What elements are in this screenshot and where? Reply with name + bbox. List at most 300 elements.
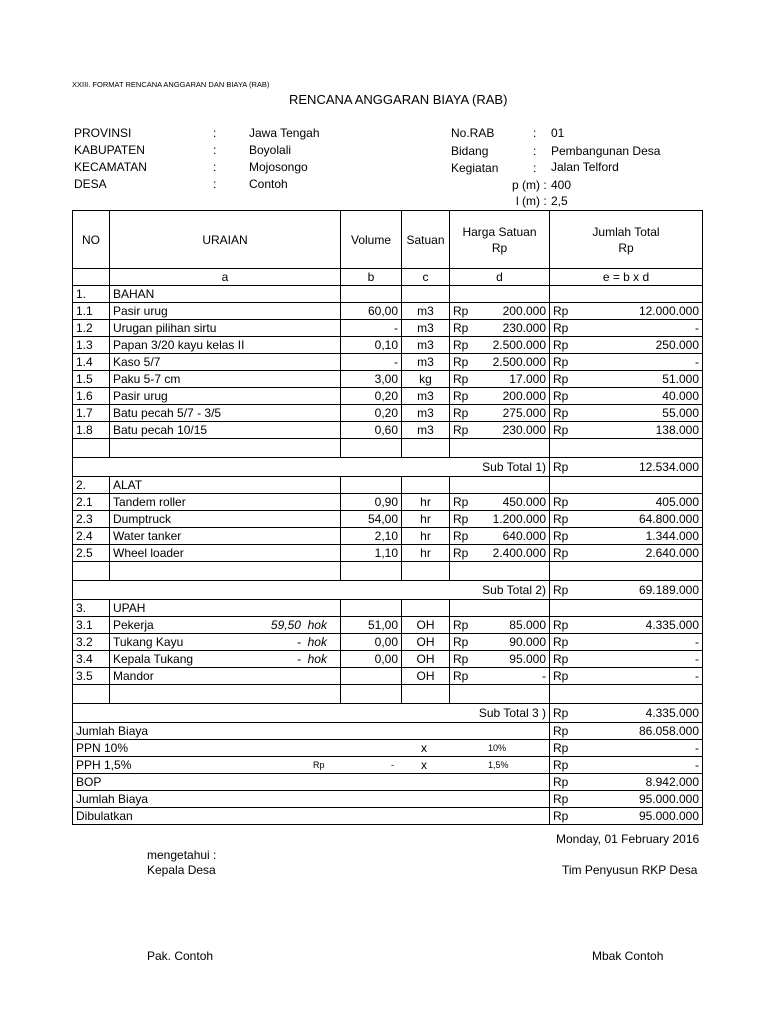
subtotal-value — [550, 704, 703, 723]
worker-name: Pekerja — [113, 618, 154, 632]
amount: 12.534.000 — [638, 460, 699, 474]
row-jumlah — [550, 388, 703, 405]
info-label: p (m) : — [512, 178, 547, 192]
currency: Rp — [553, 495, 569, 509]
amount: 450.000 — [502, 495, 546, 509]
summary-times: x — [421, 758, 427, 772]
summary-value — [550, 740, 703, 757]
row-satuan: m3 — [402, 320, 450, 337]
currency: Rp — [453, 669, 469, 683]
row-name: Water tanker — [110, 528, 341, 545]
row-name: Batu pecah 5/7 - 3/5 — [110, 405, 341, 422]
harga-label: Harga Satuan — [462, 224, 537, 239]
subtotal-row — [73, 458, 703, 477]
currency: Rp — [453, 495, 469, 509]
summary-label: BOP — [73, 774, 550, 791]
row-name: Batu pecah 10/15 — [110, 422, 341, 439]
currency: Rp — [553, 635, 569, 649]
empty-cell — [550, 685, 703, 704]
row-harga — [450, 528, 550, 545]
amount: 230.000 — [502, 423, 546, 437]
currency: Rp — [553, 304, 569, 318]
currency: Rp — [553, 669, 569, 683]
row-satuan: hr — [402, 545, 450, 562]
currency: Rp — [453, 406, 469, 420]
row-volume: 0,90 — [341, 494, 402, 511]
amount: 405.000 — [655, 495, 699, 509]
amount: - — [542, 669, 546, 683]
row-satuan: hr — [402, 511, 450, 528]
row-harga — [450, 511, 550, 528]
amount: - — [695, 741, 699, 755]
hok-number: - — [296, 652, 301, 666]
page-title: RENCANA ANGGARAN BIAYA (RAB) — [289, 92, 508, 107]
info-label: Bidang — [451, 144, 489, 158]
row-harga — [450, 422, 550, 439]
table-row — [73, 511, 703, 528]
empty-cell — [550, 477, 703, 494]
row-satuan: m3 — [402, 354, 450, 371]
empty-cell — [341, 439, 402, 458]
summary-row — [73, 757, 703, 774]
row-harga — [450, 634, 550, 651]
row-no: 1.3 — [73, 337, 110, 354]
row-harga — [450, 354, 550, 371]
currency: Rp — [453, 652, 469, 666]
currency: Rp — [453, 546, 469, 560]
summary-rate: 10% — [488, 743, 507, 753]
info-value-norab: 01 — [551, 126, 565, 140]
empty-cell — [110, 562, 341, 581]
currency: Rp — [553, 758, 569, 772]
jumlah-label: Jumlah Total — [592, 224, 660, 239]
amount: 2.400.000 — [492, 546, 546, 560]
mengetahui-label: mengetahui : — [147, 848, 217, 862]
row-satuan: hr — [402, 528, 450, 545]
right-signatory-name: Mbak Contoh — [592, 949, 664, 963]
row-satuan: OH — [402, 634, 450, 651]
row-no: 1.5 — [73, 371, 110, 388]
amount: 55.000 — [662, 406, 699, 420]
info-sep: : — [213, 177, 217, 191]
currency: Rp — [553, 389, 569, 403]
amount: 250.000 — [655, 338, 699, 352]
summary-row — [73, 774, 703, 791]
document-heading: XXIII. FORMAT RENCANA ANGGARAN DAN BIAYA (RAB) — [72, 80, 270, 89]
hok-number: - — [296, 635, 301, 649]
amount: 200.000 — [502, 389, 546, 403]
empty-cell — [402, 439, 450, 458]
info-sep: : — [533, 126, 537, 140]
amount: - — [695, 355, 699, 369]
row-volume — [341, 668, 402, 685]
row-satuan: m3 — [402, 303, 450, 320]
table-row — [73, 354, 703, 371]
currency: Rp — [553, 724, 569, 738]
row-volume: 54,00 — [341, 511, 402, 528]
row-name: Pasir urug — [110, 388, 341, 405]
amount: 95.000 — [509, 652, 546, 666]
table-row — [73, 651, 703, 668]
amount: 230.000 — [502, 321, 546, 335]
empty-cell — [73, 562, 110, 581]
row-name: Tandem roller — [110, 494, 341, 511]
row-no: 1.2 — [73, 320, 110, 337]
summary-value — [550, 757, 703, 774]
currency: Rp — [553, 652, 569, 666]
row-no: 1.4 — [73, 354, 110, 371]
currency: Rp — [453, 389, 469, 403]
letter-cell: b — [341, 269, 402, 286]
summary-label-text: PPH 1,5% — [76, 758, 132, 772]
section-title: BAHAN — [110, 286, 341, 303]
row-harga — [450, 320, 550, 337]
summary-label: Dibulatkan — [73, 808, 550, 825]
letter-cell: a — [110, 269, 341, 286]
table-row — [73, 634, 703, 651]
row-jumlah — [550, 303, 703, 320]
blank-row — [73, 439, 703, 458]
row-harga — [450, 617, 550, 634]
amount: 138.000 — [655, 423, 699, 437]
empty-cell — [450, 439, 550, 458]
empty-cell — [450, 600, 550, 617]
col-header-no: NO — [73, 211, 110, 269]
row-name: Paku 5-7 cm — [110, 371, 341, 388]
row-no: 3.2 — [73, 634, 110, 651]
amount: 1.200.000 — [492, 512, 546, 526]
currency: Rp — [553, 338, 569, 352]
row-no: 3.1 — [73, 617, 110, 634]
amount: - — [695, 669, 699, 683]
summary-row — [73, 791, 703, 808]
row-harga — [450, 337, 550, 354]
amount: 640.000 — [502, 529, 546, 543]
right-signatory-role: Tim Penyusun RKP Desa — [562, 863, 698, 877]
row-volume: 0,20 — [341, 388, 402, 405]
amount: 8.942.000 — [645, 775, 699, 789]
info-value-bidang: Pembangunan Desa — [551, 144, 661, 158]
col-header-harga — [450, 211, 550, 269]
section-row — [73, 477, 703, 494]
info-label: Kegiatan — [451, 161, 499, 175]
summary-label — [73, 757, 550, 774]
summary-row — [73, 808, 703, 825]
row-jumlah — [550, 320, 703, 337]
amount: 4.335.000 — [645, 618, 699, 632]
info-sep: : — [213, 160, 217, 174]
row-name: Wheel loader — [110, 545, 341, 562]
row-volume: 0,10 — [341, 337, 402, 354]
info-label: No.RAB — [451, 126, 495, 140]
row-name — [110, 617, 341, 634]
amount: - — [695, 635, 699, 649]
row-harga — [450, 303, 550, 320]
summary-value — [550, 808, 703, 825]
row-satuan: OH — [402, 668, 450, 685]
subtotal-value — [550, 458, 703, 477]
row-jumlah — [550, 494, 703, 511]
row-volume: - — [341, 320, 402, 337]
amount: 69.189.000 — [638, 583, 699, 597]
row-satuan: m3 — [402, 388, 450, 405]
summary-value — [550, 791, 703, 808]
row-no: 3.4 — [73, 651, 110, 668]
row-jumlah — [550, 528, 703, 545]
harga-currency: Rp — [491, 240, 508, 255]
row-name: Kaso 5/7 — [110, 354, 341, 371]
table-row — [73, 303, 703, 320]
empty-cell — [450, 477, 550, 494]
empty-cell — [402, 685, 450, 704]
hok-unit: hok — [307, 652, 327, 666]
empty-cell — [450, 562, 550, 581]
info-label: DESA — [74, 177, 107, 191]
summary-label-text: PPN 10% — [76, 741, 129, 755]
row-satuan: hr — [402, 494, 450, 511]
row-jumlah — [550, 545, 703, 562]
empty-cell — [73, 439, 110, 458]
row-no: 2.1 — [73, 494, 110, 511]
currency: Rp — [553, 423, 569, 437]
rab-table — [72, 210, 703, 825]
row-jumlah — [550, 354, 703, 371]
worker-name: Tukang Kayu — [113, 635, 184, 649]
worker-name: Kepala Tukang — [113, 652, 194, 666]
currency: Rp — [453, 304, 469, 318]
col-header-satuan: Satuan — [402, 211, 450, 269]
row-jumlah — [550, 634, 703, 651]
row-harga — [450, 494, 550, 511]
row-satuan: m3 — [402, 337, 450, 354]
hok-number: 59,50 — [270, 618, 301, 632]
row-no: 2.5 — [73, 545, 110, 562]
row-volume: 2,10 — [341, 528, 402, 545]
amount: 85.000 — [509, 618, 546, 632]
info-value-kegiatan: Jalan Telford — [551, 160, 619, 174]
blank-row — [73, 685, 703, 704]
row-no: 3.5 — [73, 668, 110, 685]
col-header-volume: Volume — [341, 211, 402, 269]
row-harga — [450, 371, 550, 388]
row-harga — [450, 651, 550, 668]
subtotal-row — [73, 704, 703, 723]
info-value-desa: Contoh — [249, 177, 288, 191]
info-value-l: 2,5 — [551, 194, 568, 208]
row-name: Mandor — [110, 668, 341, 685]
row-volume: 1,10 — [341, 545, 402, 562]
currency: Rp — [553, 792, 569, 806]
empty-cell — [550, 562, 703, 581]
info-sep: : — [533, 144, 537, 158]
empty-cell — [341, 685, 402, 704]
row-no: 1.7 — [73, 405, 110, 422]
empty-cell — [341, 477, 402, 494]
amount: 40.000 — [662, 389, 699, 403]
currency: Rp — [553, 618, 569, 632]
table-row — [73, 405, 703, 422]
row-volume: 0,60 — [341, 422, 402, 439]
row-no: 1.1 — [73, 303, 110, 320]
empty-cell — [73, 685, 110, 704]
row-jumlah — [550, 511, 703, 528]
row-satuan: m3 — [402, 405, 450, 422]
currency: Rp — [453, 355, 469, 369]
row-name: Papan 3/20 kayu kelas II — [110, 337, 341, 354]
row-name — [110, 634, 341, 651]
row-volume: 51,00 — [341, 617, 402, 634]
row-volume: 3,00 — [341, 371, 402, 388]
amount: 86.058.000 — [638, 724, 699, 738]
row-harga — [450, 545, 550, 562]
info-sep: : — [533, 161, 537, 175]
amount: 90.000 — [509, 635, 546, 649]
row-no: 1.8 — [73, 422, 110, 439]
row-jumlah — [550, 651, 703, 668]
table-row — [73, 668, 703, 685]
row-volume: 0,20 — [341, 405, 402, 422]
table-row — [73, 545, 703, 562]
amount: 4.335.000 — [645, 706, 699, 720]
currency: Rp — [553, 321, 569, 335]
currency: Rp — [453, 529, 469, 543]
currency: Rp — [453, 372, 469, 386]
section-no: 3. — [73, 600, 110, 617]
summary-value — [550, 774, 703, 791]
hok-value — [271, 617, 337, 633]
row-no: 2.4 — [73, 528, 110, 545]
hok-unit: hok — [307, 618, 327, 632]
currency: Rp — [453, 618, 469, 632]
amount: 51.000 — [662, 372, 699, 386]
row-name: Urugan pilihan sirtu — [110, 320, 341, 337]
subtotal-label: Sub Total 3 ) — [73, 704, 550, 723]
table-row — [73, 617, 703, 634]
summary-rate: 1,5% — [488, 760, 509, 770]
amount: 17.000 — [509, 372, 546, 386]
empty-cell — [450, 685, 550, 704]
section-no: 1. — [73, 286, 110, 303]
row-name: Dumptruck — [110, 511, 341, 528]
info-sep: : — [213, 143, 217, 157]
amount: 95.000.000 — [638, 792, 699, 806]
document-date: Monday, 01 February 2016 — [556, 832, 700, 846]
info-sep: : — [213, 126, 217, 140]
row-harga — [450, 405, 550, 422]
empty-cell — [450, 286, 550, 303]
currency: Rp — [553, 355, 569, 369]
summary-label: Jumlah Biaya — [73, 723, 550, 740]
empty-cell — [341, 562, 402, 581]
currency: Rp — [553, 460, 569, 474]
row-jumlah — [550, 668, 703, 685]
jumlah-currency: Rp — [618, 240, 634, 255]
hok-value — [297, 651, 337, 667]
currency: Rp — [553, 706, 569, 720]
row-jumlah — [550, 405, 703, 422]
row-name: Pasir urug — [110, 303, 341, 320]
empty-cell — [402, 477, 450, 494]
section-row — [73, 286, 703, 303]
info-label: PROVINSI — [74, 126, 132, 140]
row-volume: 0,00 — [341, 651, 402, 668]
amount: - — [695, 758, 699, 772]
table-letter-row — [73, 269, 703, 286]
left-signatory-name: Pak. Contoh — [147, 949, 214, 963]
info-value-kabupaten: Boyolali — [249, 143, 292, 157]
summary-currency: Rp — [313, 760, 325, 770]
info-value-kecamatan: Mojosongo — [249, 160, 308, 174]
row-harga — [450, 668, 550, 685]
empty-cell — [110, 685, 341, 704]
currency: Rp — [553, 546, 569, 560]
row-satuan: kg — [402, 371, 450, 388]
row-harga — [450, 388, 550, 405]
hok-unit: hok — [307, 635, 327, 649]
table-row — [73, 422, 703, 439]
currency: Rp — [453, 338, 469, 352]
table-row — [73, 388, 703, 405]
row-jumlah — [550, 337, 703, 354]
amount: 275.000 — [502, 406, 546, 420]
empty-cell — [110, 439, 341, 458]
empty-cell — [550, 439, 703, 458]
amount: 64.800.000 — [638, 512, 699, 526]
subtotal-label: Sub Total 1) — [73, 458, 550, 477]
table-header — [73, 211, 703, 269]
info-label: KECAMATAN — [74, 160, 147, 174]
empty-cell — [402, 600, 450, 617]
summary-base: - — [391, 760, 394, 770]
currency: Rp — [453, 321, 469, 335]
row-satuan: m3 — [402, 422, 450, 439]
hok-value — [297, 634, 337, 650]
currency: Rp — [553, 372, 569, 386]
amount: - — [695, 652, 699, 666]
row-volume: 60,00 — [341, 303, 402, 320]
summary-value — [550, 723, 703, 740]
row-volume: - — [341, 354, 402, 371]
summary-row — [73, 723, 703, 740]
empty-cell — [341, 600, 402, 617]
table-row — [73, 371, 703, 388]
amount: 95.000.000 — [638, 809, 699, 823]
table-row — [73, 494, 703, 511]
section-row — [73, 600, 703, 617]
empty-cell — [402, 286, 450, 303]
amount: 2.500.000 — [492, 338, 546, 352]
amount: 2.500.000 — [492, 355, 546, 369]
summary-row — [73, 740, 703, 757]
currency: Rp — [453, 423, 469, 437]
subtotal-value — [550, 581, 703, 600]
amount: 12.000.000 — [638, 304, 699, 318]
row-satuan: OH — [402, 651, 450, 668]
row-jumlah — [550, 371, 703, 388]
info-value-provinsi: Jawa Tengah — [249, 126, 320, 140]
summary-times: x — [421, 741, 427, 755]
currency: Rp — [553, 406, 569, 420]
currency: Rp — [553, 741, 569, 755]
amount: 1.344.000 — [645, 529, 699, 543]
currency: Rp — [553, 775, 569, 789]
letter-cell: c — [402, 269, 450, 286]
section-no: 2. — [73, 477, 110, 494]
table-row — [73, 337, 703, 354]
blank-row — [73, 562, 703, 581]
info-value-p: 400 — [551, 178, 572, 192]
summary-label: Jumlah Biaya — [73, 791, 550, 808]
